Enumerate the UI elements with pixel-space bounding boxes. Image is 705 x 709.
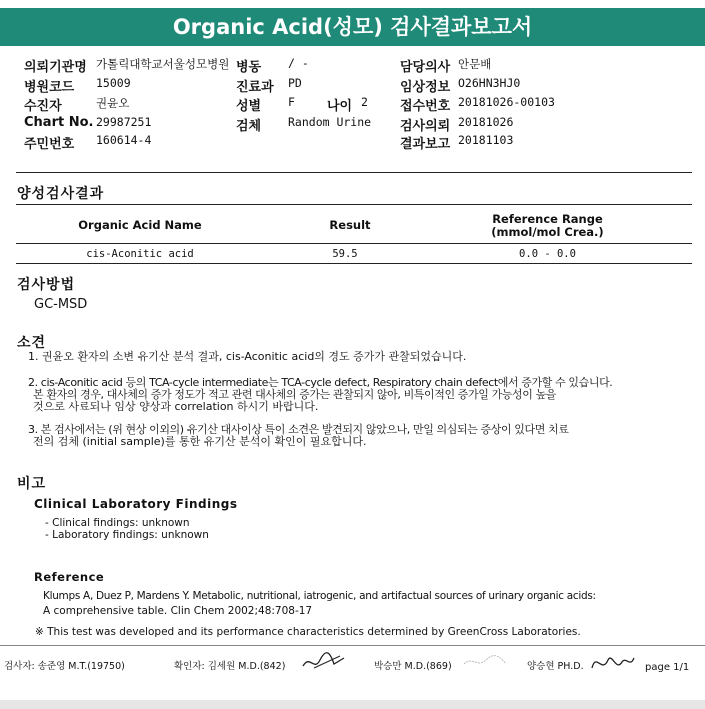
column-header-reference: Reference Range <box>492 212 603 226</box>
info-label: 검사의뢰 <box>400 119 451 134</box>
info-label: 담당의사 <box>400 60 451 75</box>
doctor-signature-line: 박승만 M.D.(869) <box>374 661 452 672</box>
info-value: 안문배 <box>458 57 492 71</box>
page-number: page 1/1 <box>645 662 690 673</box>
divider <box>16 172 692 173</box>
reference-line1: Klumps A, Duez P, Mardens Y. Metabolic, nutritional, iatrogenic, and artifactual sources of urinary organic acids: <box>43 590 596 602</box>
info-value: 20181026-00103 <box>458 95 555 109</box>
report-title: Organic Acid(성모) 검사결과보고서 <box>0 8 705 46</box>
info-value: O26HN3HJ0 <box>458 76 521 90</box>
clinical-findings-title: Clinical Laboratory Findings <box>34 497 238 511</box>
info-value: PD <box>288 76 302 90</box>
footer-divider <box>0 645 705 646</box>
info-label: 임상정보 <box>400 80 451 95</box>
info-value: 2 <box>361 95 368 109</box>
info-label: 접수번호 <box>400 99 451 114</box>
findings-title: 소견 <box>17 335 47 351</box>
info-label: 병원코드 <box>24 80 75 95</box>
acid-result: 59.5 <box>332 248 358 260</box>
column-header-name: Organic Acid Name <box>78 218 202 232</box>
info-value: 가톨릭대학교서울성모병원 <box>96 57 230 71</box>
divider <box>16 243 692 244</box>
reference-line2: A comprehensive table. Clin Chem 2002;48:708-17 <box>43 605 313 617</box>
positive-results-title: 양성검사결과 <box>17 186 105 202</box>
method-title: 검사방법 <box>17 277 76 293</box>
finding-3-line1: 3. 본 검사에서는 (위 현상 이외의) 유기산 대사이상 특이 소견은 발견되지 않았으나, 만일 의심되는 증상이 있다면 치료 <box>28 423 569 436</box>
finding-1: 1. 권윤오 환자의 소변 유기산 분석 결과, cis-Aconitic acid의 경도 증가가 관찰되었습니다. <box>28 350 467 363</box>
info-value: 29987251 <box>96 115 152 129</box>
info-label: 결과보고 <box>400 137 451 152</box>
info-value: 20181103 <box>458 133 514 147</box>
finding-2-line2: 본 환자의 경우, 대사체의 증가 정도가 적고 관련 대사체의 증가는 관찰되지 않아, 비특이적인 증가일 가능성이 높을 <box>33 388 557 401</box>
finding-2-line3: 것으로 사료되나 임상 양상과 correlation 하시기 바랍니다. <box>33 400 319 413</box>
acid-name: cis-Aconitic acid <box>86 248 194 260</box>
clinical-finding-item: - Clinical findings: unknown <box>45 517 190 529</box>
info-value: 권윤오 <box>96 96 130 110</box>
info-value: F <box>288 95 295 109</box>
info-label: 주민번호 <box>24 137 75 152</box>
signature-doctor <box>460 650 510 672</box>
remarks-title: 비고 <box>17 476 47 492</box>
disclaimer-note: ※ This test was developed and its performance characteristics determined by GreenCross Laboratories. <box>35 626 581 638</box>
bottom-scroll-area <box>0 700 705 709</box>
info-value: 15009 <box>96 76 131 90</box>
info-value: / - <box>288 56 309 70</box>
signature-confirmer <box>300 648 348 674</box>
info-label: 병동 <box>236 60 262 75</box>
tester-signature-line: 검사자: 송준영 M.T.(19750) <box>4 661 125 672</box>
director-signature-line: 양승현 PH.D. <box>527 661 584 672</box>
acid-range: 0.0 - 0.0 <box>519 248 576 260</box>
laboratory-finding-item: - Laboratory findings: unknown <box>45 529 209 541</box>
info-label: 나이 <box>327 99 353 114</box>
info-value: 160614-4 <box>96 133 152 147</box>
column-header-reference-unit: (mmol/mol Crea.) <box>491 225 604 239</box>
finding-2-line1: 2. cis-Aconitic acid 등의 TCA-cycle intermediate는 TCA-cycle defect, Respiratory chain defect에서 증가할 수 있습니다. <box>28 376 613 389</box>
signature-director <box>588 648 638 678</box>
info-label: Chart No. <box>24 115 94 130</box>
info-label: 검체 <box>236 119 262 134</box>
confirmer-signature-line: 확인자: 김세원 M.D.(842) <box>174 661 286 672</box>
divider <box>16 263 692 264</box>
info-label: 의뢰기관명 <box>24 60 87 75</box>
info-value: 20181026 <box>458 115 514 129</box>
info-value: Random Urine <box>288 115 372 129</box>
info-label: 성별 <box>236 99 262 114</box>
divider <box>16 204 692 205</box>
method-value: GC-MSD <box>34 297 88 312</box>
reference-title: Reference <box>34 570 105 584</box>
finding-3-line2: 전의 검체 (initial sample)를 통한 유기산 분석이 확인이 필요합니다. <box>33 435 367 448</box>
info-label: 수진자 <box>24 99 62 114</box>
column-header-result: Result <box>329 218 371 232</box>
info-label: 진료과 <box>236 80 274 95</box>
